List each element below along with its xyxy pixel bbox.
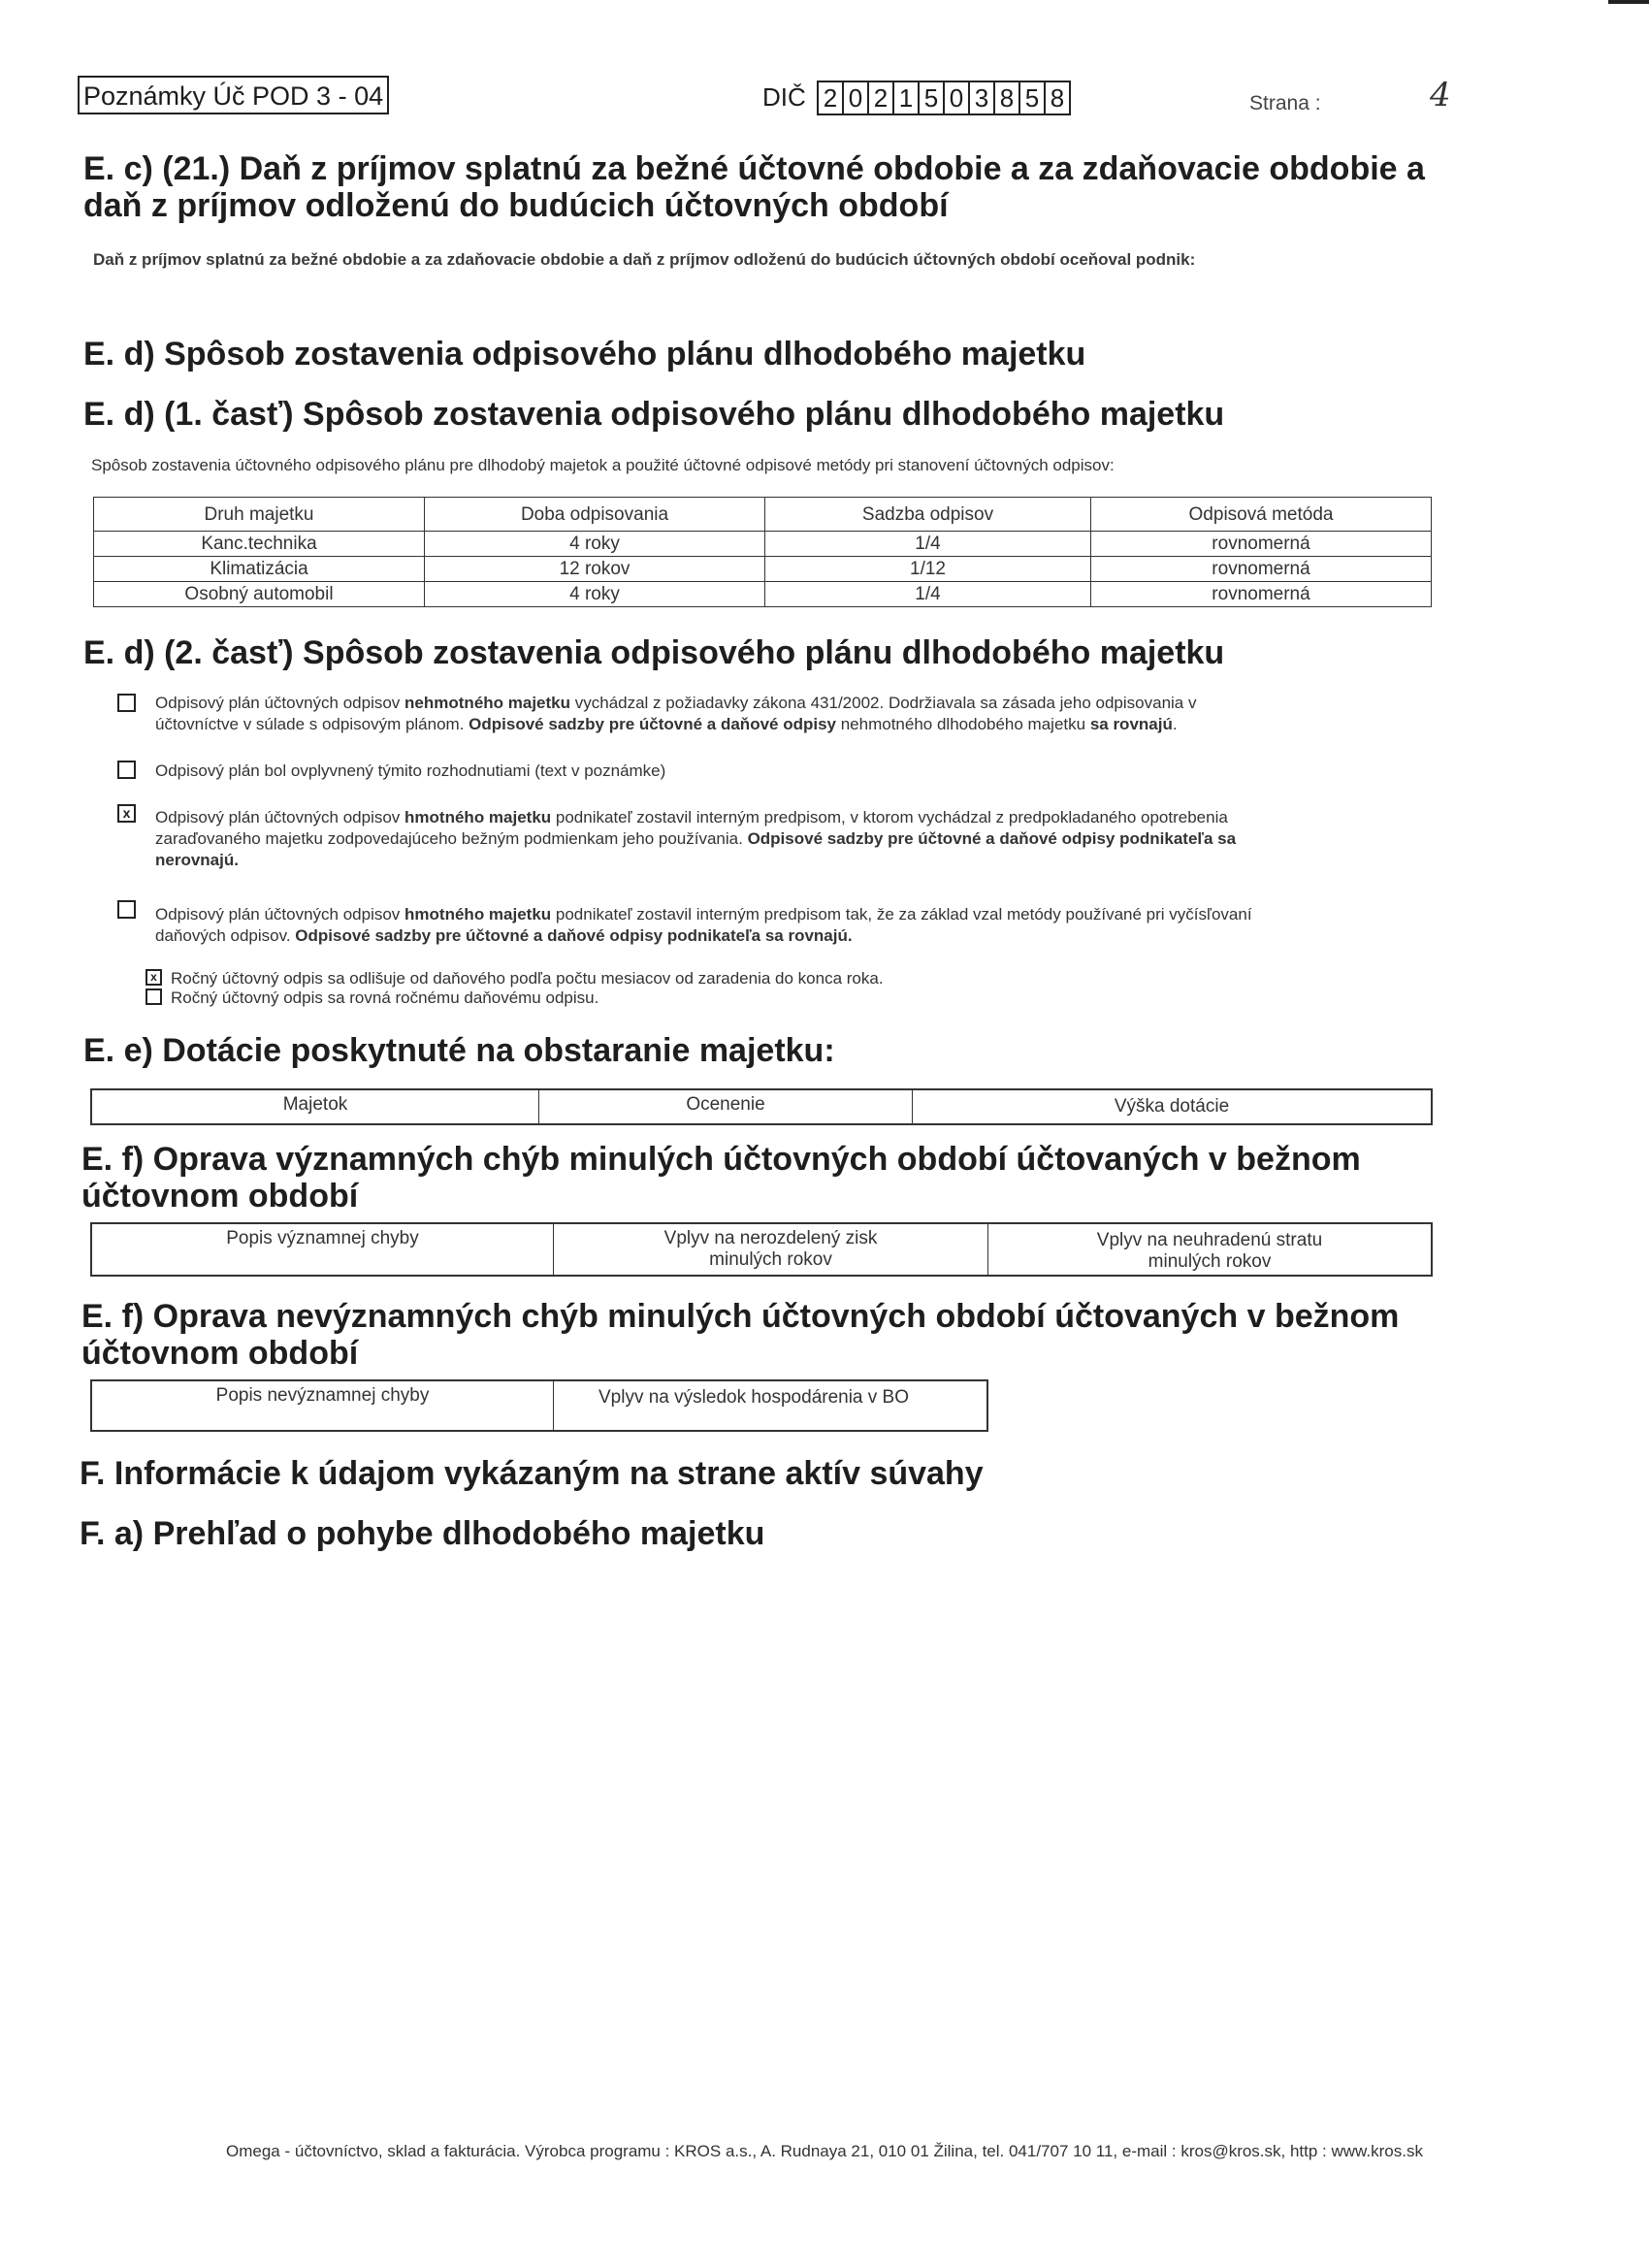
dic-label: DIČ bbox=[762, 82, 806, 112]
section-ef2-heading-line2: účtovnom období bbox=[81, 1335, 359, 1372]
subsidies-table-header bbox=[90, 1088, 1433, 1125]
page-label: Strana : bbox=[1249, 92, 1321, 114]
table-cell: 12 rokov bbox=[425, 557, 765, 582]
option3-text-part: Odpisový plán účtovných odpisov bbox=[155, 808, 405, 826]
dic-digit: 3 bbox=[968, 82, 993, 113]
table-row bbox=[94, 532, 1432, 557]
dic-digit: 8 bbox=[1044, 82, 1069, 113]
page-number: 4 bbox=[1430, 76, 1451, 114]
option3-bold-part: hmotného majetku bbox=[404, 808, 552, 826]
option1-bold-part: Odpisové sadzby pre účtovné a daňové odpisy bbox=[469, 715, 836, 733]
table-cell: Kanc.technika bbox=[94, 532, 425, 557]
table-cell: 4 roky bbox=[425, 582, 765, 607]
option1-checkbox[interactable] bbox=[117, 694, 136, 712]
scan-edge-mark bbox=[1608, 0, 1649, 4]
table-cell: rovnomerná bbox=[1091, 532, 1432, 557]
header-line: Vplyv na nerozdelený zisk bbox=[663, 1228, 878, 1248]
depreciation-table bbox=[93, 497, 1432, 607]
header-error-description: Popis významnej chyby bbox=[226, 1228, 419, 1248]
option3-text-part: zaraďovaného majetku zodpovedajúceho bežným podmienkam jeho používania. bbox=[155, 829, 748, 848]
header-uncovered-loss-impact bbox=[987, 1224, 1431, 1275]
section-fa-heading: F. a) Prehľad o pohybe dlhodobého majetku bbox=[80, 1515, 765, 1552]
option1-text-part: Odpisový plán účtovných odpisov bbox=[155, 694, 405, 712]
header-depreciation-rate: Sadzba odpisov bbox=[765, 498, 1091, 532]
header-depreciation-period: Doba odpisovania bbox=[425, 498, 765, 532]
table-cell: Klimatizácia bbox=[94, 557, 425, 582]
insignificant-errors-table-header bbox=[90, 1379, 988, 1432]
option1-text-part: . bbox=[1172, 715, 1178, 733]
section-ed-heading: E. d) Spôsob zostavenia odpisového plánu dlhodobého majetku bbox=[83, 336, 1086, 373]
table-cell: 1/4 bbox=[765, 532, 1091, 557]
dic-digit: 0 bbox=[943, 82, 968, 113]
section-ec-heading bbox=[83, 150, 1425, 224]
header-depreciation-method: Odpisová metóda bbox=[1091, 498, 1432, 532]
dic-digit: 5 bbox=[918, 82, 943, 113]
dic-digit: 8 bbox=[993, 82, 1018, 113]
dic-digit: 2 bbox=[823, 83, 838, 113]
option2-checkbox[interactable] bbox=[117, 761, 136, 779]
table-row bbox=[94, 557, 1432, 582]
section-ee-heading: E. e) Dotácie poskytnuté na obstaranie majetku: bbox=[83, 1032, 835, 1069]
section-ec-heading-line1: E. c) (21.) Daň z príjmov splatnú za bežné účtovné obdobie a za zdaňovacie obdobie a bbox=[83, 150, 1425, 187]
option4-text bbox=[155, 904, 1416, 947]
dic-digit: 0 bbox=[842, 82, 867, 113]
section-ef2-heading bbox=[81, 1298, 1399, 1372]
table-cell: 1/12 bbox=[765, 557, 1091, 582]
option3-checkbox[interactable]: x bbox=[117, 804, 136, 823]
header-profit-impact: Vplyv na výsledok hospodárenia v BO bbox=[553, 1381, 986, 1430]
option1-text-part: vychádzal z požiadavky zákona 431/2002. Dodržiavala sa zásada jeho odpisovania v bbox=[570, 694, 1197, 712]
option1-text bbox=[155, 693, 1416, 735]
option1-text-part: nehmotného dlhodobého majetku bbox=[836, 715, 1090, 733]
header-subsidy-amount: Výška dotácie bbox=[912, 1090, 1431, 1123]
header-valuation: Ocenenie bbox=[538, 1090, 912, 1123]
section-ed-part1-heading: E. d) (1. časť) Spôsob zostavenia odpisového plánu dlhodobého majetku bbox=[83, 396, 1225, 433]
option1-bold-part: sa rovnajú bbox=[1089, 715, 1173, 733]
table-cell: rovnomerná bbox=[1091, 557, 1432, 582]
section-ec-subtext: Daň z príjmov splatnú za bežné obdobie a za zdaňovacie obdobie a daň z príjmov odloženú do budúcich účtovných období oceňoval podnik: bbox=[93, 250, 1196, 269]
option4-bold-part: Odpisové sadzby pre účtovné a daňové odpisy podnikateľa sa rovnajú. bbox=[295, 926, 853, 945]
option2-text: Odpisový plán bol ovplyvnený týmito rozhodnutiami (text v poznámke) bbox=[155, 761, 666, 780]
option4-text-part: Odpisový plán účtovných odpisov bbox=[155, 905, 405, 923]
section-ec-heading-line2: daň z príjmov odloženú do budúcich účtovných období bbox=[83, 187, 949, 224]
option3-text bbox=[155, 807, 1416, 871]
section-f-heading: F. Informácie k údajom vykázaným na strane aktív súvahy bbox=[80, 1455, 984, 1492]
section-ef1-heading-line2: účtovnom období bbox=[81, 1178, 359, 1215]
table-cell: 4 roky bbox=[425, 532, 765, 557]
significant-errors-table-header bbox=[90, 1222, 1433, 1277]
option1-bold-part: nehmotného majetku bbox=[404, 694, 571, 712]
dic-digit-boxes bbox=[817, 81, 1071, 115]
option4-text-part: podnikateľ zostavil interným predpisom tak, že za základ vzal metódy používané pri vyčísľovaní bbox=[551, 905, 1252, 923]
table-header-row bbox=[94, 498, 1432, 532]
table-cell: rovnomerná bbox=[1091, 582, 1432, 607]
header-line: minulých rokov bbox=[709, 1249, 832, 1270]
section-ed-part1-subtext: Spôsob zostavenia účtovného odpisového plánu pre dlhodobý majetok a použité účtovné odpisové metódy pri stanovení účtovných odpisov: bbox=[91, 456, 1115, 474]
sub-option2-text: Ročný účtovný odpis sa rovná ročnému daňovému odpisu. bbox=[171, 988, 599, 1007]
option4-checkbox[interactable] bbox=[117, 900, 136, 919]
option3-bold-part: nerovnajú. bbox=[155, 851, 239, 869]
sub-option1-checkbox[interactable]: x bbox=[146, 969, 162, 986]
section-ef1-heading bbox=[81, 1141, 1361, 1215]
form-code: Poznámky Úč POD 3 - 04 bbox=[78, 76, 389, 114]
sub-option2-checkbox[interactable] bbox=[146, 988, 162, 1005]
footer-text: Omega - účtovníctvo, sklad a fakturácia. Výrobca programu : KROS a.s., A. Rudnaya 21, 010 01 Žilina, tel. 041/707 10 11, e-mail : kros@kros.sk, http : www.kros.sk bbox=[226, 2142, 1423, 2160]
header-line: minulých rokov bbox=[1148, 1251, 1272, 1272]
header-asset-type: Druh majetku bbox=[94, 498, 425, 532]
dic-digit: 1 bbox=[892, 82, 918, 113]
table-cell: Osobný automobil bbox=[94, 582, 425, 607]
header-minor-error-description: Popis nevýznamnej chyby bbox=[215, 1385, 430, 1406]
header-asset: Majetok bbox=[282, 1094, 348, 1115]
section-ef2-heading-line1: E. f) Oprava nevýznamných chýb minulých účtovných období účtovaných v bežnom bbox=[81, 1298, 1400, 1335]
section-ef1-heading-line1: E. f) Oprava významných chýb minulých účtovných období účtovaných v bežnom bbox=[81, 1141, 1361, 1178]
option3-text-part: podnikateľ zostavil interným predpisom, v ktorom vychádzal z predpokladaného opotrebenia bbox=[551, 808, 1228, 826]
sub-option1-text: Ročný účtovný odpis sa odlišuje od daňového podľa počtu mesiacov od zaradenia do konca roka. bbox=[171, 969, 884, 988]
table-cell: 1/4 bbox=[765, 582, 1091, 607]
header-retained-earnings-impact bbox=[553, 1224, 987, 1275]
table-row bbox=[94, 582, 1432, 607]
header-line: Vplyv na neuhradenú stratu bbox=[1096, 1230, 1323, 1250]
option4-bold-part: hmotného majetku bbox=[404, 905, 552, 923]
section-ed-part2-heading: E. d) (2. časť) Spôsob zostavenia odpisového plánu dlhodobého majetku bbox=[83, 634, 1225, 671]
dic-digit: 5 bbox=[1018, 82, 1044, 113]
option3-bold-part: Odpisové sadzby pre účtovné a daňové odpisy podnikateľa sa bbox=[747, 829, 1237, 848]
option4-text-part: daňových odpisov. bbox=[155, 926, 296, 945]
option1-text-part: účtovníctve v súlade s odpisovým plánom. bbox=[155, 715, 469, 733]
dic-digit: 2 bbox=[867, 82, 892, 113]
